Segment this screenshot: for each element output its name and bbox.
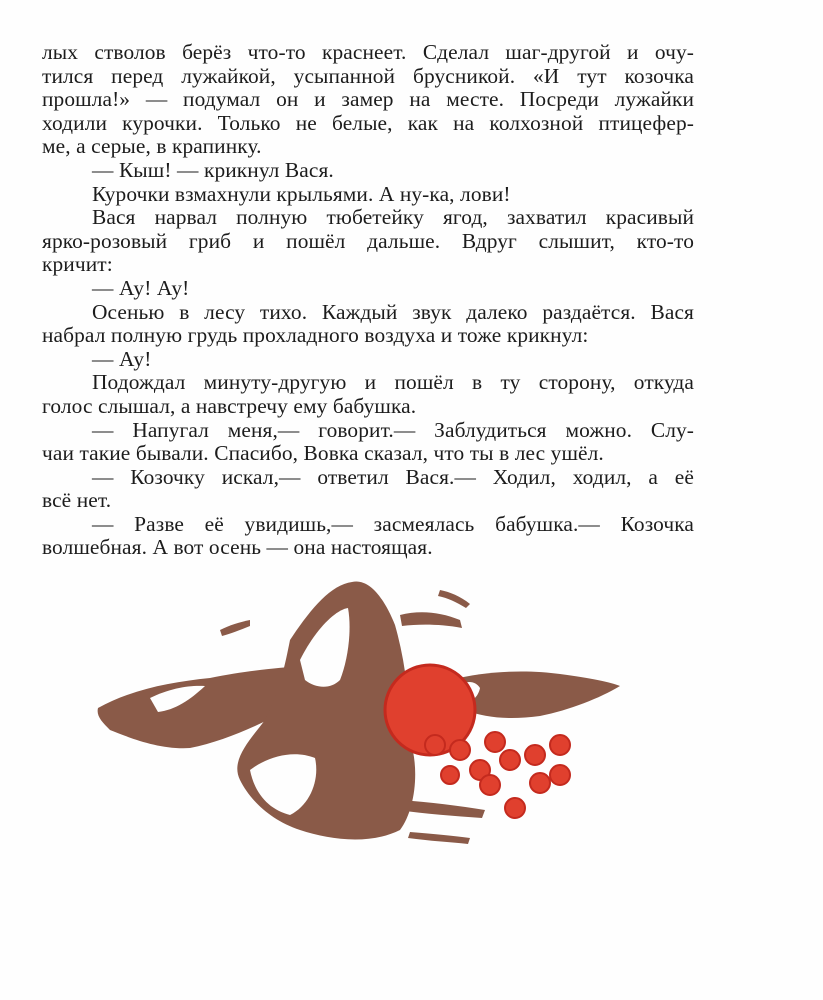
text-line: Курочки взмахнули крыльями. А ну-ка, лови!	[92, 181, 511, 206]
text-line: ярко-розовый гриб и пошёл дальше. Вдруг слышит, кто-то	[42, 228, 694, 253]
text-line: — Напугал меня,— говорит.— Заблудиться можно. Слу-	[92, 417, 694, 442]
text-line: набрал полную грудь прохладного воздуха и тоже крикнул:	[42, 323, 589, 348]
text-line: чаи такие бывали. Спасибо, Вовка сказал, что ты в лес ушёл.	[42, 441, 604, 466]
page-text	[42, 41, 694, 560]
text-line: всё нет.	[42, 488, 112, 513]
text-line: кричит:	[42, 252, 113, 277]
text-line: прошла!» — подумал он и замер на месте. Посреди лужайки	[42, 87, 694, 112]
text-line: волшебная. А вот осень — она настоящая.	[42, 535, 433, 560]
text-line: Подождал минуту-другую и пошёл в ту сторону, откуда	[92, 370, 694, 395]
text-line: Осенью в лесу тихо. Каждый звук далеко раздаётся. Вася	[92, 299, 694, 324]
text-line: Вася нарвал полную тюбетейку ягод, захватил красивый	[92, 205, 694, 230]
text-line: — Ау!	[92, 346, 152, 371]
autumn-illustration	[90, 570, 650, 890]
text-line: ходили курочки. Только не белые, как на колхозной птицефер-	[42, 110, 694, 135]
text-line: голос слышал, а навстречу ему бабушка.	[42, 393, 417, 418]
text-line: — Козочку искал,— ответил Вася.— Ходил, ходил, а её	[92, 464, 694, 489]
text-line: тился перед лужайкой, усыпанной брусникой. «И тут козочка	[42, 63, 694, 88]
text-line: ме, а серые, в крапинку.	[42, 134, 262, 159]
text-line: — Кыш! — крикнул Вася.	[92, 157, 334, 182]
text-line: лых стволов берёз что-то краснеет. Сделал шаг-другой и очу-	[42, 40, 694, 64]
text-line: — Ау! Ау!	[92, 275, 190, 300]
text-line: — Разве её увидишь,— засмеялась бабушка.— Козочка	[92, 511, 694, 536]
